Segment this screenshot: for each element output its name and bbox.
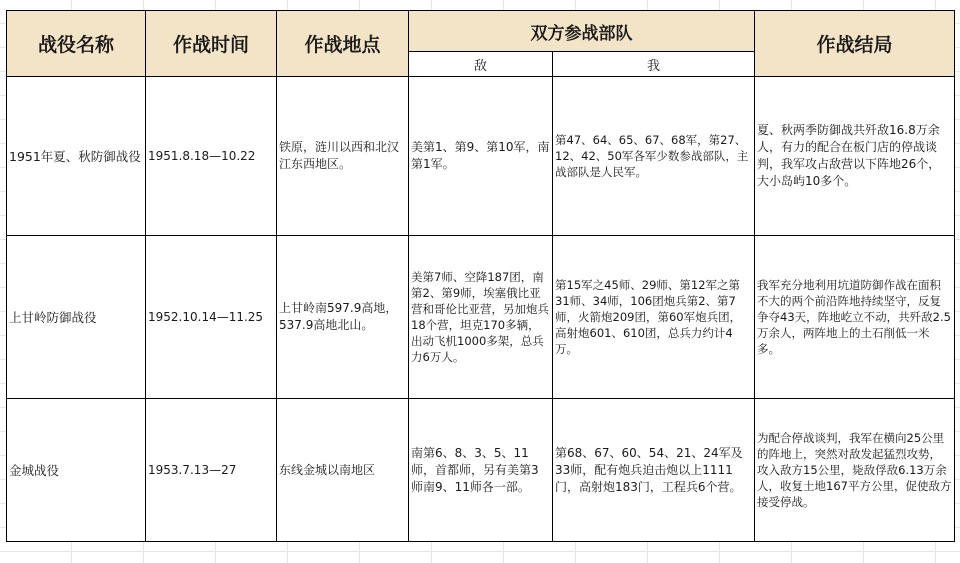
cell-battle-name[interactable]: 上甘岭防御战役 [7,236,146,399]
header-forces[interactable]: 双方参战部队 [409,11,755,52]
header-battle-place[interactable]: 作战地点 [277,11,409,77]
cell-battle-time[interactable]: 1952.10.14—11.25 [146,236,277,399]
table-row [7,236,955,399]
cell-our-forces[interactable]: 第15军之45师、29师、第12军之第31师、34师，106团炮兵第2、第7师，火箭炮209团，第60军炮兵团，高射炮601、610团，总兵力约计4万。 [553,236,755,399]
cell-battle-place[interactable]: 东线金城以南地区 [277,399,409,542]
cell-our-forces[interactable]: 第47、64、65、67、68军，第27、12、42、50军各军少数参战部队，主战部队是人民军。 [553,77,755,236]
table-row [7,77,955,236]
header-enemy[interactable]: 敌 [409,52,553,77]
header-battle-name[interactable]: 战役名称 [7,11,146,77]
table-row [7,399,955,542]
header-ours[interactable]: 我 [553,52,755,77]
cell-enemy-forces[interactable]: 美第7师、空降187团，南第2、第9师，埃塞俄比亚营和哥伦比亚营，另加炮兵18个营，坦克170多辆，出动飞机1000多架，总兵力6万人。 [409,236,553,399]
header-battle-time[interactable]: 作战时间 [146,11,277,77]
cell-enemy-forces[interactable]: 南第6、8、3、5、11师，首都师，另有美第3师南9、11师各一部。 [409,399,553,542]
header-result[interactable]: 作战结局 [755,11,955,77]
cell-battle-place[interactable]: 铁原，涟川以西和北汉江东西地区。 [277,77,409,236]
cell-battle-time[interactable]: 1951.8.18—10.22 [146,77,277,236]
cell-battle-place[interactable]: 上甘岭南597.9高地，537.9高地北山。 [277,236,409,399]
cell-battle-name[interactable]: 金城战役 [7,399,146,542]
battles-table [6,10,955,542]
cell-our-forces[interactable]: 第68、67、60、54、21、24军及33师，配有炮兵迫击炮以上1111门，高射炮183门，工程兵6个营。 [553,399,755,542]
cell-battle-name[interactable]: 1951年夏、秋防御战役 [7,77,146,236]
cell-enemy-forces[interactable]: 美第1、第9、第10军，南第1军。 [409,77,553,236]
cell-battle-result[interactable]: 夏、秋两季防御战共歼敌16.8万余人，有力的配合在板门店的停战谈判，我军攻占敌营以下阵地26个，大小岛屿10多个。 [755,77,955,236]
cell-battle-result[interactable]: 我军充分地利用坑道防御作战在面积不大的两个前沿阵地持续坚守，反复争夺43天，阵地屹立不动，共歼敌2.5万余人，两阵地上的土石削低一米多。 [755,236,955,399]
cell-battle-time[interactable]: 1953.7.13—27 [146,399,277,542]
cell-battle-result[interactable]: 为配合停战谈判，我军在横向25公里的阵地上，突然对敌发起猛烈攻势，攻入敌方15公里，毙敌俘敌6.13万余人，收复土地167平方公里，促使敌方接受停战。 [755,399,955,542]
